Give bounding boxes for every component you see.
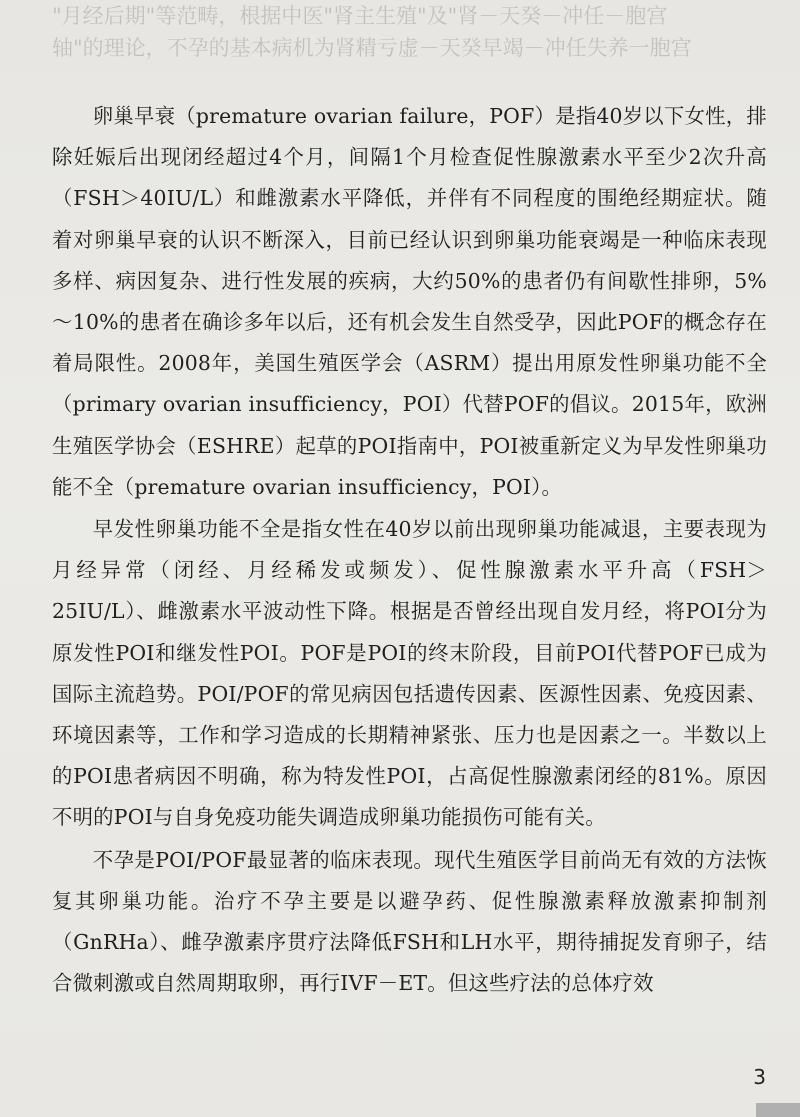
bleed-through-line: 轴"的理论，不孕的基本病机为肾精亏虚－天癸早竭－冲任失养一胞宫 — [52, 36, 692, 60]
paragraph-pof-definition: 卵巢早衰（premature ovarian failure，POF）是指40岁以下女性，排除妊娠后出现闭经超过4个月，间隔1个月检查促性腺激素水平至少2次升高（FSH＞40IU/L）和雌激素水平降低，并伴有不同程度的围绝经期症状。随着对卵巢早衰的认识不断深入，目前已经认识到卵巢功能衰竭是一种临床表现多样、病因复杂、进行性发展的疾病，大约50%的患者仍有间歇性排卵，5%～10%的患者在确诊多年以后，还有机会发生自然受孕，因此POF的概念存在着局限性。2008年，美国生殖医学会（ASRM）提出用原发性卵巢功能不全（primary ovarian insufficiency，POI）代替POF的倡议。2015年，欧洲生殖医学协会（ESHRE）起草的POI指南中，POI被重新定义为早发性卵巢功能不全（premature ovarian insufficiency，POI）。 — [52, 104, 767, 499]
corner-shade — [756, 1103, 800, 1117]
page-number: 3 — [753, 1065, 766, 1089]
body-text — [52, 96, 767, 1004]
paragraph-infertility-treatment: 不孕是POI/POF最显著的临床表现。现代生殖医学目前尚无有效的方法恢复其卵巢功能。治疗不孕主要是以避孕药、促性腺激素释放激素抑制剂（GnRHa）、雌孕激素序贯疗法降低FSH和LH水平，期待捕捉发育卵子，结合微刺激或自然周期取卵，再行IVF－ET。但这些疗法的总体疗效 — [52, 847, 767, 996]
bleed-through-line: "月经后期"等范畴，根据中医"肾主生殖"及"肾－天癸－冲任－胞宫 — [52, 4, 668, 28]
paragraph-poi-definition: 早发性卵巢功能不全是指女性在40岁以前出现卵巢功能减退，主要表现为月经异常（闭经、月经稀发或频发）、促性腺激素水平升高（FSH＞25IU/L）、雌激素水平波动性下降。根据是否曾经出现自发月经，将POI分为原发性POI和继发性POI。POF是POI的终末阶段，目前POI代替POF已成为国际主流趋势。POI/POF的常见病因包括遗传因素、医源性因素、免疫因素、环境因素等，工作和学习造成的长期精神紧张、压力也是因素之一。半数以上的POI患者病因不明确，称为特发性POI，占高促性腺激素闭经的81%。原因不明的POI与自身免疫功能失调造成卵巢功能损伤可能有关。 — [52, 517, 767, 830]
bleed-through-text — [0, 0, 800, 92]
